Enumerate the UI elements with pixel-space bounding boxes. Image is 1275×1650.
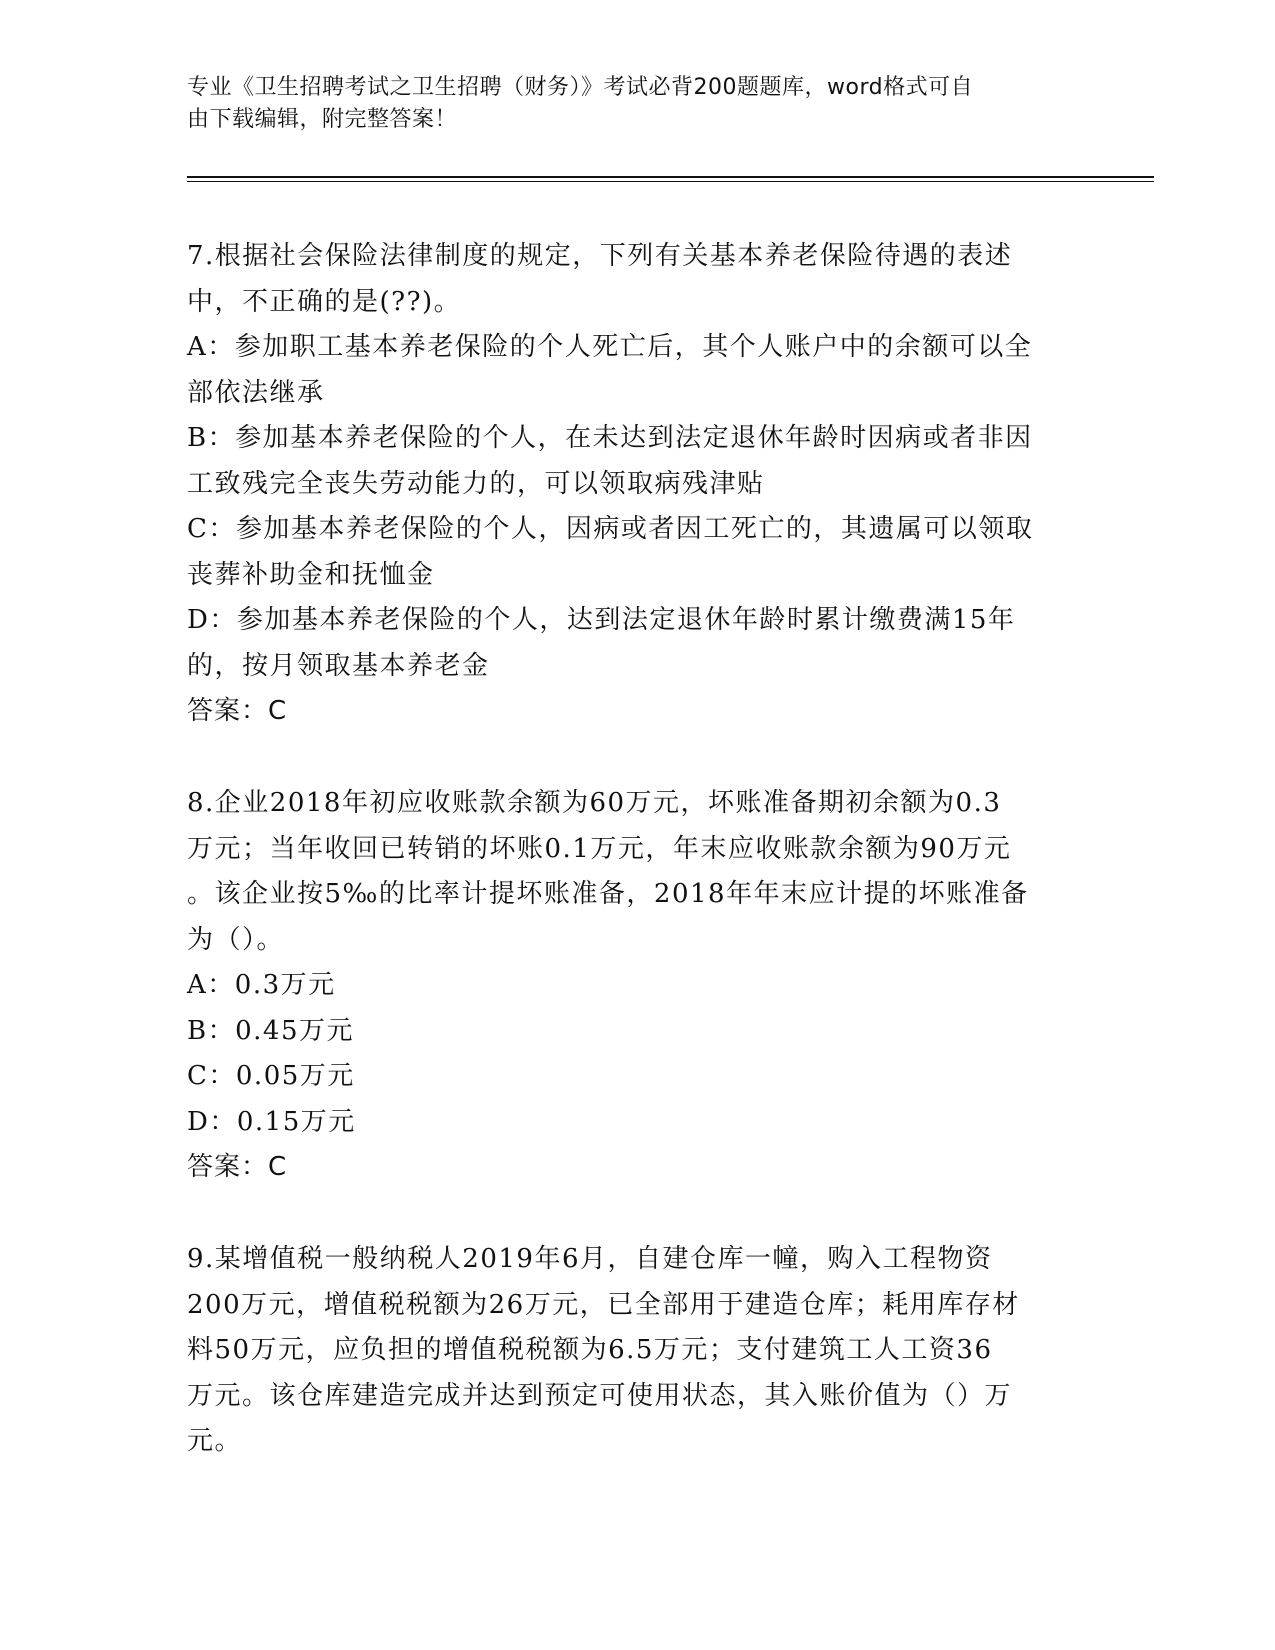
option-d: D：参加基本养老保险的个人，达到法定退休年龄时累计缴费满15年	[187, 605, 1016, 635]
answer-label: 答案：C	[187, 1152, 288, 1182]
option-d: D：0.15万元	[187, 1106, 356, 1137]
header-line: 专业《卫生招聘考试之卫生招聘（财务）》考试必背200题题库，word格式可自	[187, 75, 974, 100]
question-stem: 7.根据社会保险法律制度的规定，下列有关基本养老保险待遇的表述	[187, 241, 1013, 271]
option-b: B：参加基本养老保险的个人，在未达到法定退休年龄时因病或者非因	[187, 423, 1033, 453]
header-divider	[187, 176, 1154, 178]
question-stem: 万元。该仓库建造完成并达到预定可使用状态，其入账价值为（）万	[187, 1380, 1013, 1411]
option-a: 部依法继承	[187, 377, 325, 408]
question-stem: 元。	[187, 1426, 243, 1456]
question-stem: 为（）。	[187, 924, 285, 955]
question-stem: 。该企业按5‰的比率计提坏账准备，2018年年末应计提的坏账准备	[187, 879, 1029, 909]
option-b: B：0.45万元	[187, 1015, 354, 1046]
answer-label: 答案：C	[187, 696, 288, 726]
question-9	[187, 1237, 1067, 1465]
document-header	[187, 72, 1067, 136]
header-line: 由下载编辑，附完整答案！	[187, 107, 458, 132]
option-a: A：0.3万元	[187, 970, 336, 1000]
option-c: C：参加基本养老保险的个人，因病或者因工死亡的，其遗属可以领取	[187, 514, 1034, 544]
question-8	[187, 781, 1067, 1191]
question-stem: 9.某增值税一般纳税人2019年6月，自建仓库一幢，购入工程物资	[187, 1244, 993, 1274]
option-a: A：参加职工基本养老保险的个人死亡后，其个人账户中的余额可以全	[187, 332, 1033, 362]
option-c: 丧葬补助金和抚恤金	[187, 559, 435, 590]
question-stem: 中，不正确的是(??)。	[187, 286, 462, 317]
question-stem: 200万元，增值税税额为26万元，已全部用于建造仓库；耗用库存材	[187, 1289, 1020, 1320]
option-b: 工致残完全丧失劳动能力的，可以领取病残津贴	[187, 468, 765, 499]
question-stem: 料50万元，应负担的增值税税额为6.5万元；支付建筑工人工资36	[187, 1335, 993, 1365]
option-c: C：0.05万元	[187, 1061, 355, 1091]
header-divider	[187, 181, 1154, 182]
question-7	[187, 234, 1067, 735]
question-stem: 8.企业2018年初应收账款余额为60万元，坏账准备期初余额为0.3	[187, 788, 1002, 818]
question-stem: 万元；当年收回已转销的坏账0.1万元，年末应收账款余额为90万元	[187, 833, 1012, 864]
option-d: 的，按月领取基本养老金	[187, 650, 490, 681]
